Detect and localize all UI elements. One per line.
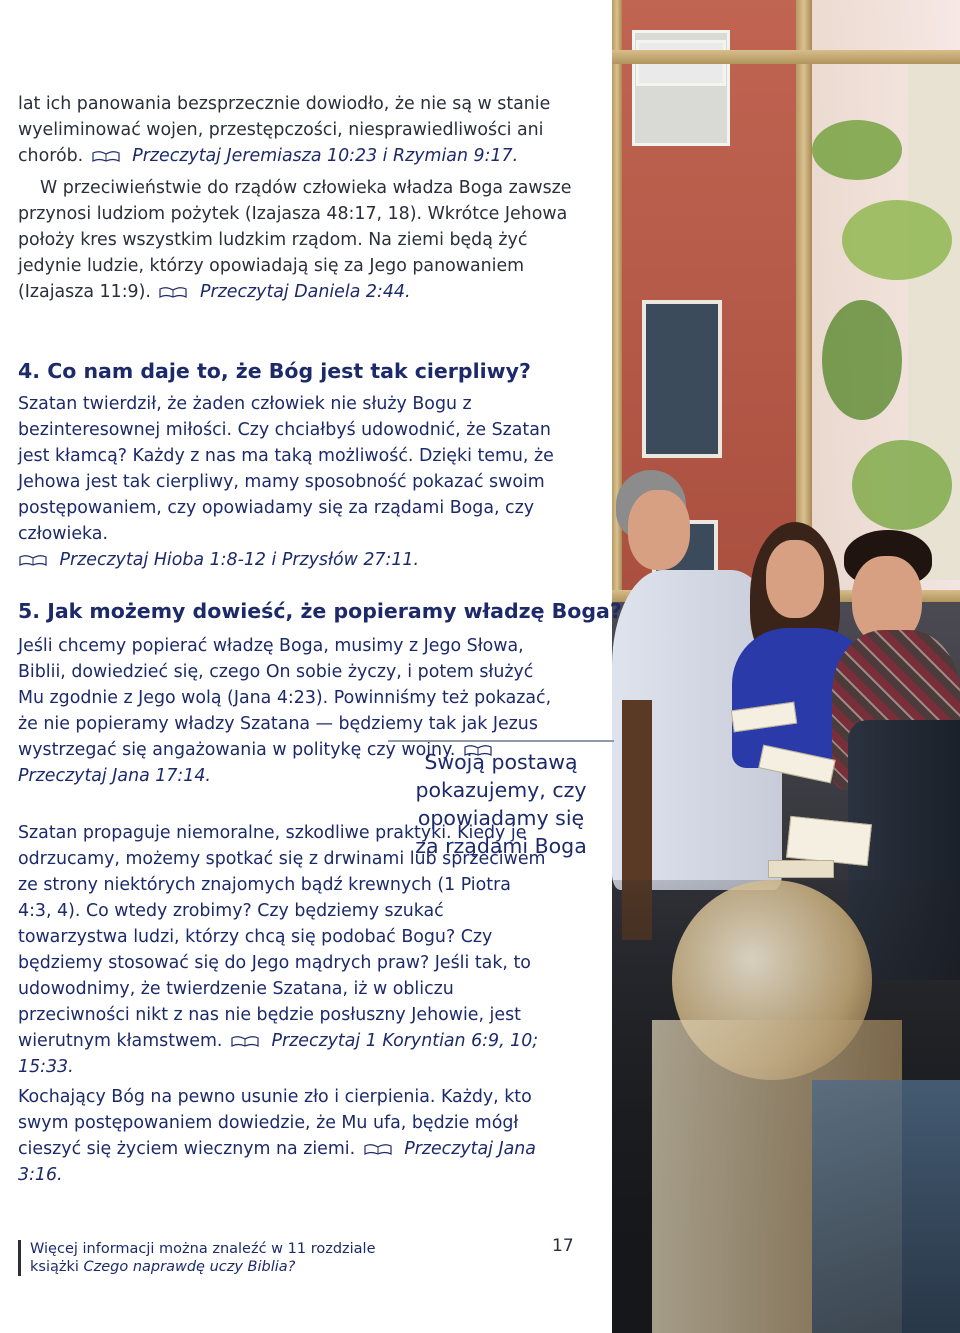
question-4-answer bbox=[18, 391, 578, 573]
footer-line-2 bbox=[30, 1258, 430, 1276]
open-book-icon bbox=[18, 554, 48, 566]
book-title-link[interactable]: Czego naprawdę uczy Biblia? bbox=[83, 1259, 296, 1275]
pull-quote-line-1: Swoją postawą bbox=[424, 750, 578, 774]
intro-line-2: wyeliminować wojen, przestępczości, niesprawiedliwości ani bbox=[18, 120, 544, 140]
footer-prefix: książki bbox=[30, 1259, 79, 1275]
open-book-icon bbox=[158, 286, 188, 298]
paragraph-text: Szatan twierdził, że żaden człowiek nie służy Bogu z bezinteresownej miłości. Czy chciałbyś udowodnić, że Szatan jest kłamcą? Każdy z nas ma taką możliwość. Dzięki temu, że Jehowa jest tak cierpliwy, mamy sposobność pokazać swoim postępowaniem, czy opowiadamy się za rządami Boga, czy człowieka. bbox=[18, 394, 554, 544]
footer-note bbox=[30, 1240, 430, 1276]
question-4-heading: 4. Co nam daje to, że Bóg jest tak cierpliwy? bbox=[18, 359, 531, 383]
photo-study-group bbox=[612, 0, 960, 1333]
paragraph-text: Szatan propaguje niemoralne, szkodliwe praktyki. Kiedy je odrzucamy, możemy spotkać się z drwinami lub sprzeciwem ze strony niektórych znajomych bądź krewnych (1 Piotra 4:3, 4). Co wtedy zrobimy? Czy będziemy szukać towarzystwa ludzi, którzy chcą się podobać Bogu? Czy będziemy stosować się do Jego mądrych praw? Jeśli tak, to udowodnimy, że twierdzenie Szatana, iż w obliczu przeciwności nikt z nas nie będzie posłuszny Jehowie, jest wierutnym kłamstwem. bbox=[18, 823, 546, 1051]
scripture-reference[interactable]: Przeczytaj Jeremiasza 10:23 i Rzymian 9:17. bbox=[132, 146, 519, 166]
pull-quote-line-2: pokazujemy, czy bbox=[415, 778, 587, 802]
scripture-reference[interactable]: Przeczytaj 1 Koryntian 6:9, 10; 15:33. bbox=[18, 1031, 539, 1077]
paragraph-text: W przeciwieństwie do rządów człowieka władza Boga zawsze przynosi ludziom pożytek (Izajasza 48:17, 18). Wkrótce Jehowa położy kres wszystkim ludzkim rządom. Na ziemi będą żyć jedynie ludzie, którzy opowiadają się za Jego panowaniem (Izajasza 11:9). bbox=[18, 178, 572, 302]
intro-line-3: chorób. bbox=[18, 146, 84, 166]
question-5-paragraph-3 bbox=[18, 1084, 568, 1188]
scripture-reference[interactable]: Przeczytaj Jana 17:14. bbox=[18, 766, 211, 786]
paragraph-text: Kochający Bóg na pewno usunie zło i cierpienia. Każdy, kto swym postępowaniem dowiedzie, że Mu ufa, będzie mógł cieszyć się życiem wiecznym na ziemi. bbox=[18, 1087, 532, 1159]
intro-paragraph bbox=[18, 91, 578, 169]
scripture-reference[interactable]: Przeczytaj Daniela 2:44. bbox=[200, 282, 411, 302]
sovereignty-paragraph bbox=[18, 175, 578, 305]
page-number: 17 bbox=[552, 1236, 574, 1256]
paragraph-text: Jeśli chcemy popierać władzę Boga, musimy z Jego Słowa, Biblii, dowiedzieć się, czego On sobie życzy, i potem służyć Mu zgodnie z Jego wolą (Jana 4:23). Powinniśmy też pokazać, że nie popieramy władzy Szatana — będziemy tak jak Jezus wystrzegać się angażowania w politykę czy wojny. bbox=[18, 636, 552, 760]
footer-rule bbox=[18, 1240, 21, 1276]
question-5-heading: 5. Jak możemy dowieść, że popieramy władzę Boga? bbox=[18, 599, 622, 623]
pull-quote bbox=[388, 740, 614, 860]
open-book-icon bbox=[91, 150, 121, 162]
footer-line-1: Więcej informacji można znaleźć w 11 rozdziale bbox=[30, 1241, 376, 1257]
scripture-reference[interactable]: Przeczytaj Jana 3:16. bbox=[18, 1139, 536, 1185]
open-book-icon bbox=[230, 1035, 260, 1047]
scripture-reference[interactable]: Przeczytaj Hioba 1:8-12 i Przysłów 27:11. bbox=[59, 550, 420, 570]
intro-line-1: lat ich panowania bezsprzecznie dowiodło, że nie są w stanie bbox=[18, 94, 551, 114]
pull-quote-line-3: opowiadamy się bbox=[417, 806, 585, 830]
open-book-icon bbox=[363, 1143, 393, 1155]
pull-quote-line-4: za rządami Boga bbox=[415, 834, 587, 858]
